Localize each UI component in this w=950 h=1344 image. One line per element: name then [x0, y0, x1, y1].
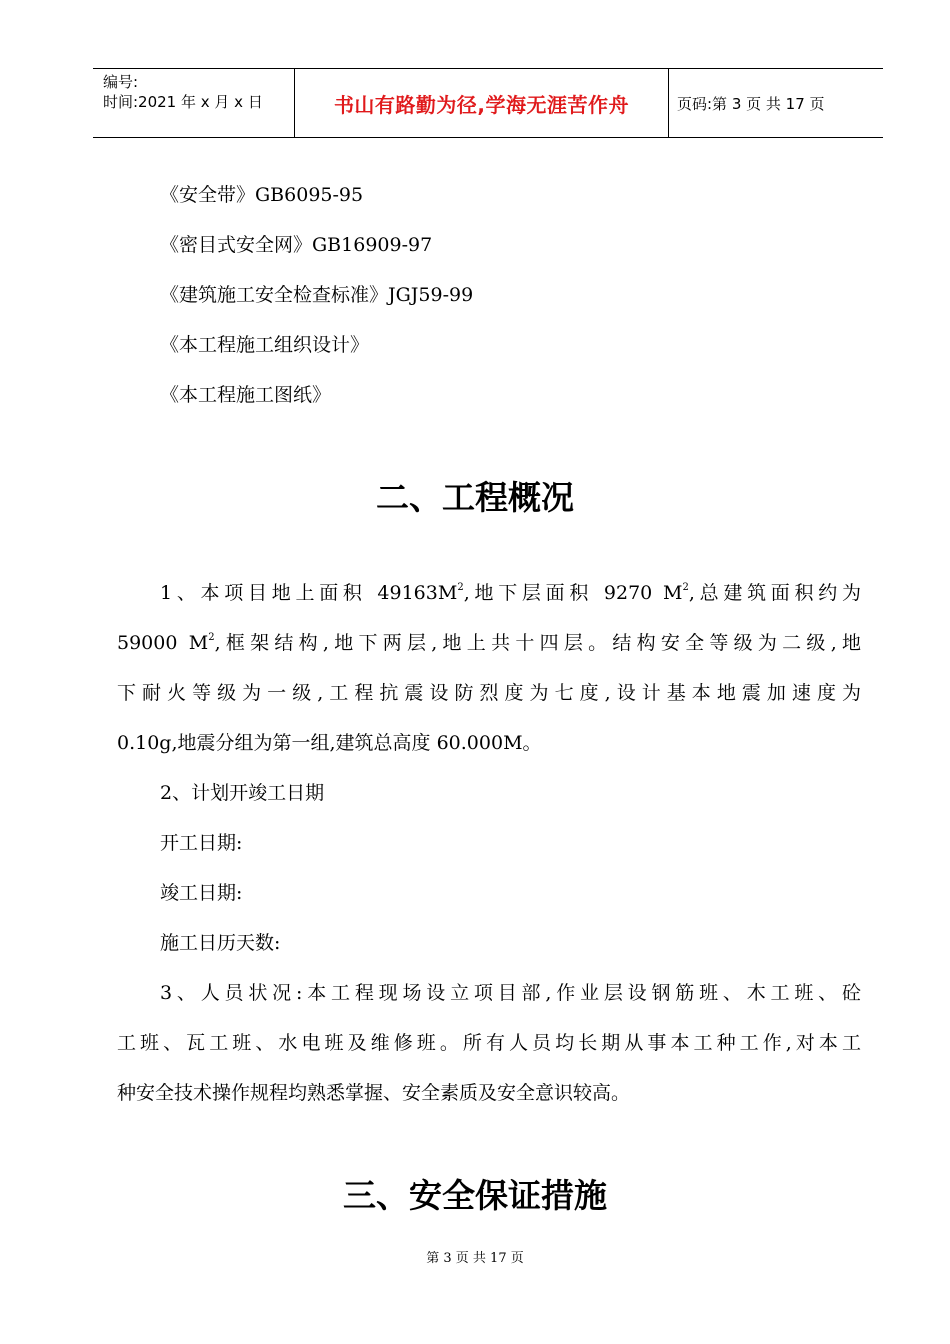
paragraph-line: 工班、瓦工班、水电班及维修班。所有人员均长期从事本工种工作,对本工 — [117, 1032, 861, 1054]
reference-item: 《本工程施工组织设计》 — [160, 334, 370, 356]
text-run: 1、本项目地上面积 49163M — [160, 582, 458, 604]
page-header — [93, 68, 883, 138]
paragraph-line — [117, 628, 861, 655]
reference-item: 《建筑施工安全检查标准》JGJ59-99 — [160, 284, 474, 306]
text-run: ,框架结构,地下两层,地上共十四层。结构安全等级为二级,地 — [214, 632, 861, 654]
reference-item: 《本工程施工图纸》 — [160, 384, 332, 406]
start-date-label: 开工日期: — [160, 832, 243, 854]
calendar-days-label: 施工日历天数: — [160, 932, 281, 954]
header-page-number: 页码:第 3 页 共 17 页 — [677, 94, 825, 113]
header-time: 时间:2021 年 x 月 x 日 — [103, 93, 263, 111]
schedule-heading: 2、计划开竣工日期 — [160, 782, 325, 804]
paragraph-line: 种安全技术操作规程均熟悉掌握、安全素质及安全意识较高。 — [117, 1082, 631, 1104]
superscript: 2 — [208, 632, 215, 643]
text-run: ,地下层面积 9270 M — [463, 582, 683, 604]
paragraph-line: 0.10g,地震分组为第一组,建筑总高度 60.000M。 — [117, 732, 542, 754]
text-run: 59000 M — [117, 632, 209, 654]
end-date-label: 竣工日期: — [160, 882, 243, 904]
reference-item: 《密目式安全网》GB16909-97 — [160, 234, 433, 256]
text-run: ,总建筑面积约为 — [688, 582, 861, 604]
header-motto: 书山有路勤为径,学海无涯苦作舟 — [294, 69, 669, 137]
header-info — [103, 69, 293, 137]
superscript: 2 — [457, 582, 464, 593]
page-footer: 第 3 页 共 17 页 — [426, 1251, 524, 1266]
section-title-safety: 三、安全保证措施 — [343, 1176, 607, 1215]
reference-item: 《安全带》GB6095-95 — [160, 184, 364, 206]
section-title-overview: 二、工程概况 — [376, 478, 574, 517]
paragraph-line: 下耐火等级为一级,工程抗震设防烈度为七度,设计基本地震加速度为 — [117, 682, 861, 704]
paragraph-line: 3、人员状况:本工程现场设立项目部,作业层设钢筋班、木工班、砼 — [160, 982, 861, 1004]
paragraph-line — [117, 578, 861, 605]
superscript: 2 — [682, 582, 689, 593]
header-code: 编号: — [103, 73, 139, 91]
